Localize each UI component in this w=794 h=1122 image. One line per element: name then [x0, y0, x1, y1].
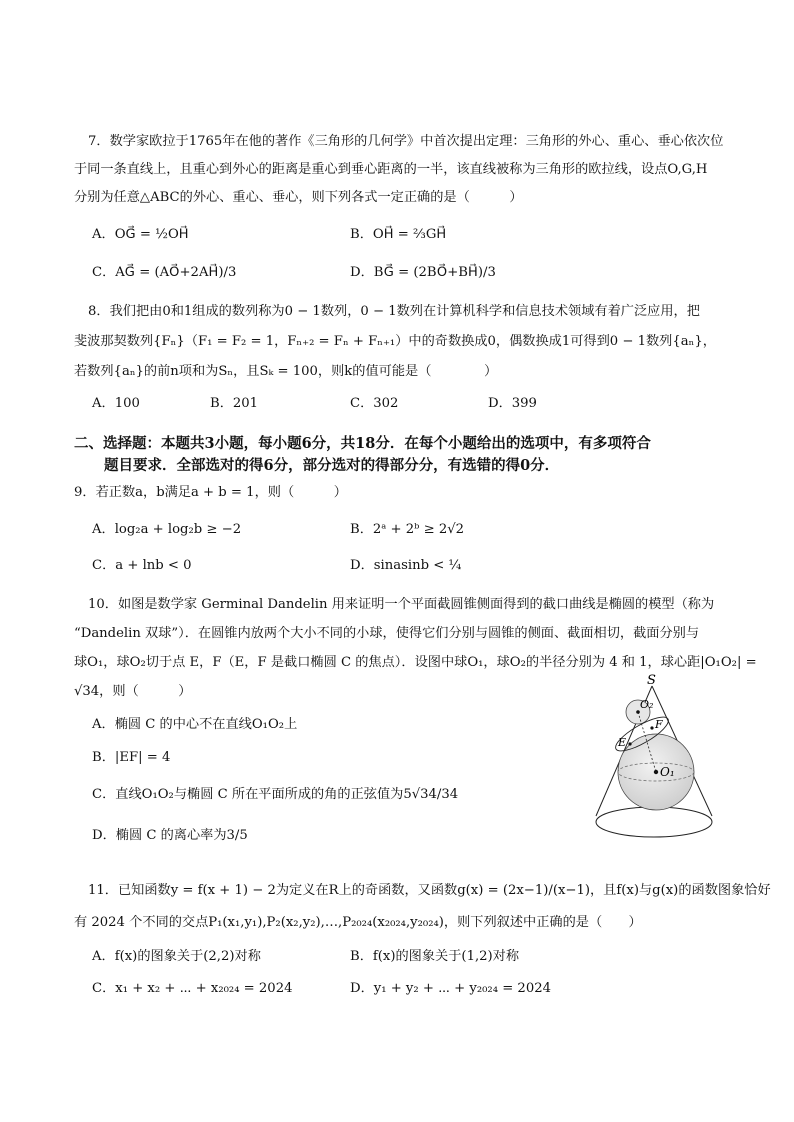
q8-option-c: C．302 [350, 396, 399, 411]
cone-base [596, 807, 712, 837]
section-2-heading-line-1: 二、选择题：本题共3小题，每小题6分，共18分．在每个小题给出的选项中，有多项符合 [74, 435, 651, 452]
q7-option-d: D．BG⃗ = (2BO⃗+BH⃗)/3 [350, 265, 496, 280]
q8-option-d: D．399 [488, 396, 537, 411]
q11-option-c: C．x₁ + x₂ + ⋯ + x₂₀₂₄ = 2024 [92, 981, 293, 996]
q7-stem-line-2: 于同一条直线上，且重心到外心的距离是重心到垂心距离的一半，该直线被称为三角形的欧拉线，设点O,G,H [74, 162, 708, 177]
point-e [628, 742, 631, 745]
label-o1: O₁ [660, 765, 675, 779]
q11-option-d: D．y₁ + y₂ + ⋯ + y₂₀₂₄ = 2024 [350, 981, 551, 996]
q10-stem-line-3: 球O₁，球O₂切于点 E，F（E，F 是截口椭圆 C 的焦点）．设图中球O₁，球O₂的半径分别为 4 和 1，球心距|O₁O₂| = [74, 655, 757, 670]
q7-option-a: A．OG⃗ = ½OH⃗ [92, 227, 189, 242]
q10-stem-line-1: 10．如图是数学家 Germinal Dandelin 用来证明一个平面截圆锥侧面得到的截口曲线是椭圆的模型（称为 [88, 597, 715, 612]
label-s: S [647, 673, 656, 688]
q11-stem-line-2: 有 2024 个不同的交点P₁(x₁,y₁),P₂(x₂,y₂),…,P₂₀₂₄(x₂₀₂₄,y₂₀₂₄)，则下列叙述中正确的是（ ） [74, 915, 642, 930]
label-e: E [618, 736, 627, 749]
q7-option-c: C．AG⃗ = (AO⃗+2AH⃗)/3 [92, 265, 237, 280]
q7-option-b: B．OH⃗ = ⅔GH⃗ [350, 227, 447, 242]
q8-stem-line-3: 若数列{aₙ}的前n项和为Sₙ，且Sₖ = 100，则k的值可能是（ ） [74, 364, 498, 379]
q8-option-a: A．100 [92, 396, 140, 411]
q9-option-c: C．a + lnb < 0 [92, 558, 192, 573]
q8-stem-line-2: 斐波那契数列{Fₙ}（F₁ = F₂ = 1，Fₙ₊₂ = Fₙ + Fₙ₊₁）中的奇数换成0，偶数换成1可得到0 − 1数列{aₙ}， [74, 334, 716, 349]
q9-option-a: A．log₂a + log₂b ≥ −2 [92, 522, 242, 537]
q11-option-a: A．f(x)的图象关于(2,2)对称 [92, 949, 261, 964]
q10-option-b: B．|EF| = 4 [92, 750, 171, 765]
q10-option-c: C．直线O₁O₂与椭圆 C 所在平面所成的角的正弦值为5√34/34 [92, 787, 459, 802]
point-o1 [654, 770, 658, 774]
label-o2: O₂ [640, 698, 654, 711]
section-2-heading-line-2: 题目要求．全部选对的得6分，部分选对的得部分分，有选错的得0分． [104, 457, 560, 474]
q8-option-b: B．201 [210, 396, 259, 411]
q9-option-d: D．sinasinb < ¼ [350, 558, 462, 573]
q11-stem-line-1: 11．已知函数y = f(x + 1) − 2为定义在R上的奇函数，又函数g(x) = (2x−1)/(x−1)，且f(x)与g(x)的函数图象恰好 [88, 883, 771, 898]
dandelin-cone-figure [592, 672, 742, 848]
q8-stem-line-1: 8．我们把由0和1组成的数列称为0 − 1数列，0 − 1数列在计算机科学和信息技术领域有着广泛应用，把 [88, 304, 700, 319]
q10-stem-line-2: “Dandelin 双球”）．在圆锥内放两个大小不同的小球，使得它们分别与圆锥的侧面、截面相切，截面分别与 [74, 626, 700, 641]
q7-stem-line-1: 7．数学家欧拉于1765年在他的著作《三角形的几何学》中首次提出定理：三角形的外心、重心、垂心依次位 [88, 134, 724, 149]
q11-option-b: B．f(x)的图象关于(1,2)对称 [350, 949, 520, 964]
q9-stem: 9．若正数a，b满足a + b = 1，则（ ） [74, 485, 347, 500]
q10-option-d: D．椭圆 C 的离心率为3/5 [92, 828, 248, 843]
label-f: F [655, 718, 663, 731]
q9-option-b: B．2ᵃ + 2ᵇ ≥ 2√2 [350, 522, 465, 537]
q10-stem-line-4: √34，则（ ） [74, 684, 192, 699]
point-f [650, 726, 653, 729]
q10-option-a: A．椭圆 C 的中心不在直线O₁O₂上 [92, 717, 298, 732]
q7-stem-line-3: 分别为任意△ABC的外心、重心、垂心，则下列各式一定正确的是（ ） [74, 190, 523, 205]
